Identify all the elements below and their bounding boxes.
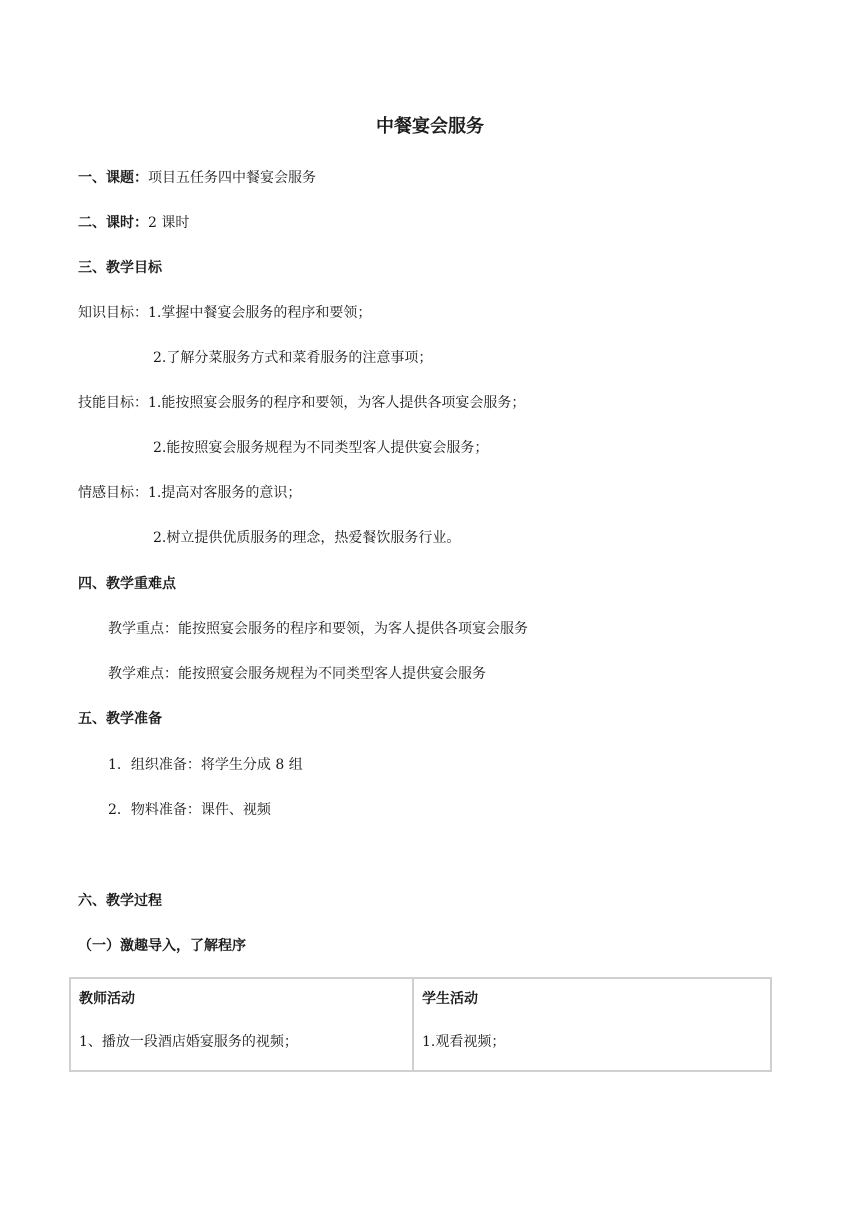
hours-label: 二、课时： <box>78 215 148 231</box>
teacher-activity-header: 教师活动 <box>79 991 135 1007</box>
knowledge-goal-2: 2.了解分菜服务方式和菜肴服务的注意事项； <box>153 350 433 366</box>
section-heading-goals: 三、教学目标 <box>78 260 162 276</box>
topic-line <box>78 168 316 188</box>
skill-goal-label: 技能目标： <box>78 395 148 411</box>
prep-item-1: 1．组织准备：将学生分成 8 组 <box>108 757 303 773</box>
emotion-goal-text-1: 1.提高对客服务的意识； <box>148 485 302 501</box>
page-title: 中餐宴会服务 <box>376 116 484 137</box>
skill-goal-1 <box>78 393 525 413</box>
section-heading-preparation: 五、教学准备 <box>78 711 162 727</box>
topic-label: 一、课题： <box>78 170 148 186</box>
student-activity-cell <box>414 979 770 1070</box>
teacher-activity-cell <box>71 979 414 1070</box>
key-point: 教学重点：能按照宴会服务的程序和要领，为客人提供各项宴会服务 <box>108 621 528 637</box>
skill-goal-2: 2.能按照宴会服务规程为不同类型客人提供宴会服务； <box>153 440 489 456</box>
hours-line <box>78 213 189 233</box>
student-activity-header: 学生活动 <box>422 991 478 1007</box>
section-heading-process: 六、教学过程 <box>78 893 162 909</box>
emotion-goal-2: 2.树立提供优质服务的理念，热爱餐饮服务行业。 <box>153 530 461 546</box>
activity-table <box>69 977 772 1072</box>
subsection-heading: （一）激趣导入，了解程序 <box>78 938 246 954</box>
section-heading-key-points: 四、教学重难点 <box>78 576 176 592</box>
knowledge-goal-1 <box>78 303 371 323</box>
knowledge-goal-label: 知识目标： <box>78 305 148 321</box>
emotion-goal-label: 情感目标： <box>78 485 148 501</box>
difficult-point: 教学难点：能按照宴会服务规程为不同类型客人提供宴会服务 <box>108 666 486 682</box>
teacher-activity-item: 1、播放一段酒店婚宴服务的视频； <box>79 1034 298 1050</box>
prep-item-2: 2．物料准备：课件、视频 <box>108 802 271 818</box>
student-activity-item: 1.观看视频； <box>422 1034 506 1050</box>
emotion-goal-1 <box>78 483 301 503</box>
skill-goal-text-1: 1.能按照宴会服务的程序和要领，为客人提供各项宴会服务； <box>148 395 526 411</box>
topic-text: 项目五任务四中餐宴会服务 <box>148 170 316 186</box>
knowledge-goal-text-1: 1.掌握中餐宴会服务的程序和要领； <box>148 305 372 321</box>
hours-text: 2 课时 <box>148 215 190 231</box>
